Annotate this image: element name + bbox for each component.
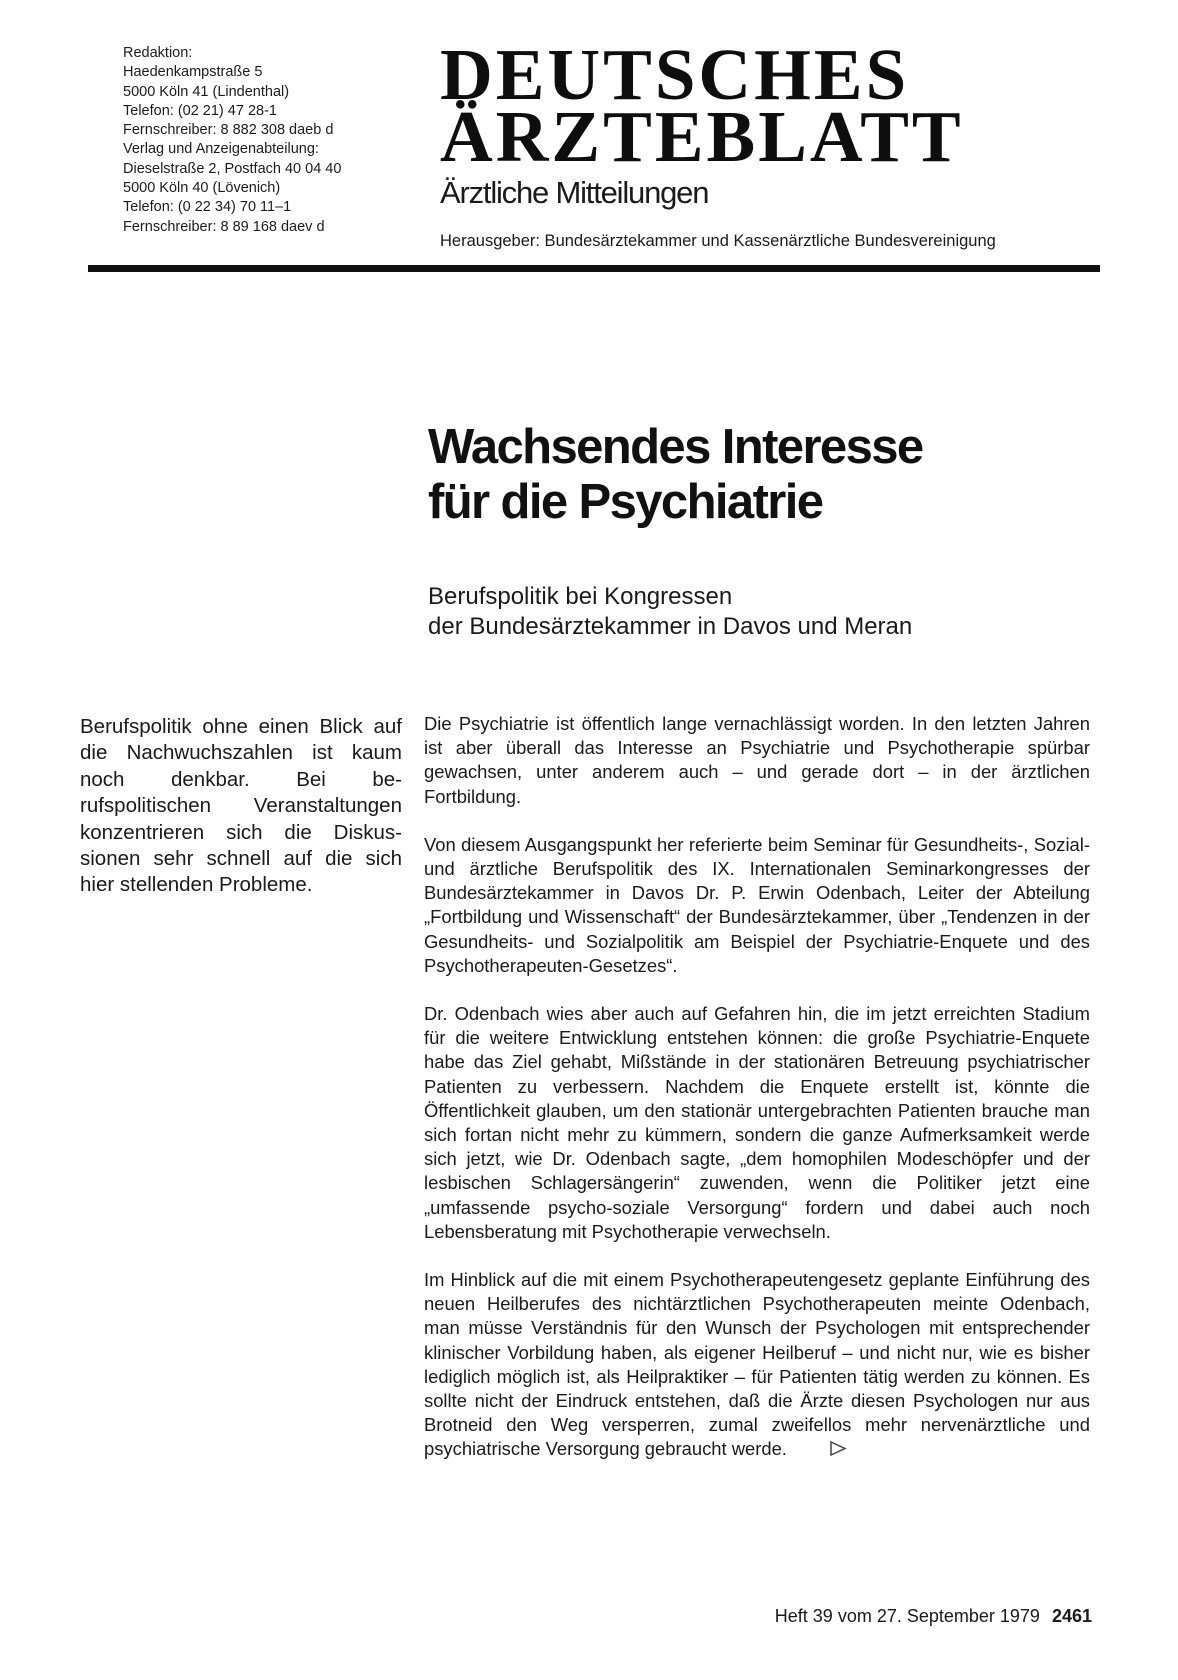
address-line: 5000 Köln 41 (Lindenthal) xyxy=(123,83,290,100)
journal-title xyxy=(440,34,1100,177)
headline-line1: Wachsendes Interesse xyxy=(428,420,923,474)
address-line: Dieselstraße 2, Postfach 40 04 40 xyxy=(123,160,342,177)
address-line: Verlag und Anzeigenabteilung: xyxy=(123,141,319,158)
subheadline-line2: der Bundesärztekammer in Davos und Meran xyxy=(428,613,913,640)
article-lead: Berufspolitik ohne einen Blick auf die Nachwuchszahlen ist kaum noch denkbar. Bei berufspolitischen Veranstaltungen konzentrieren sich die Diskussionen sehr schnell auf die sich hier stellenden Probleme. xyxy=(80,715,402,897)
article-headline xyxy=(428,420,1068,530)
masthead-divider xyxy=(88,265,1100,272)
address-line: Redaktion: xyxy=(123,45,193,61)
issue-info: Heft 39 vom 27. September 1979 xyxy=(774,1606,1040,1626)
editorial-address xyxy=(123,44,423,237)
address-line: Fernschreiber: 8 882 308 daeb d xyxy=(123,122,334,139)
headline-line2: für die Psychiatrie xyxy=(428,475,823,529)
body-paragraph: Von diesem Ausgangspunkt her referierte beim Seminar für Gesundheits-, Sozial- und ärztliche Berufspolitik des IX. Internationalen Seminarkongresses der Bundesärztekammer in Davos Dr. P. Erwin Odenbach, Leiter der Abteilung „Fortbildung und Wissenschaft“ der Bundesärztekammer, über „Tendenzen in der Gesundheits- und Sozialpolitik am Beispiel der Psychiatrie-Enquete und des Psychotherapeuten-Gesetzes“. xyxy=(424,833,1090,976)
address-line: Haedenkampstraße 5 xyxy=(123,64,263,81)
address-line: Telefon: (02 21) 47 28-1 xyxy=(123,102,277,119)
page-footer xyxy=(775,1606,1092,1627)
journal-title-line2: ÄRZTEBLATT xyxy=(440,96,964,177)
page-number: 2461 xyxy=(1051,1606,1092,1626)
address-line: Fernschreiber: 8 89 168 daev d xyxy=(123,218,325,235)
article-body xyxy=(424,712,1090,1464)
article-subheadline xyxy=(428,582,1088,642)
body-paragraph: Die Psychiatrie ist öffentlich lange vernachlässigt worden. In den letzten Jahren ist aber überall das Interesse an Psychiatrie und Psychotherapie spürbar gewachsen, unter anderem auch – und gerade dort – in der ärztlichen Fortbildung. xyxy=(424,713,1090,807)
journal-subtitle: Ärztliche Mitteilungen xyxy=(440,175,709,210)
body-paragraph-text: Im Hinblick auf die mit einem Psychotherapeutengesetz geplante Einführung des neuen Heilberufes des nichtärztlichen Psychotherapeuten meinte Odenbach, man müsse Verständnis für den Wunsch der Psychologen mit entsprechender klinischer Vorbildung haben, als eigener Heilberuf – und nicht nur, wie es bisher lediglich möglich ist, als Heilpraktiker – für Patienten tätig werden zu können. Es sollte nicht der Eindruck entstehen, daß die Ärzte diesen Psychologen nur aus Brotneid den Weg versperren, zumal zweifellos mehr nervenärztliche und psychiatrische Versorgung gebraucht werde. xyxy=(424,1269,1090,1460)
triangle-right-outline-icon xyxy=(829,1439,847,1463)
body-paragraph: Dr. Odenbach wies aber auch auf Gefahren hin, die im jetzt erreichten Stadium für die weitere Entwicklung entstehen können: die große Psychiatrie-Enquete habe das Ziel gehabt, Mißstände in der stationären Betreuung psychiatrischer Patienten zu verbessern. Nachdem die Enquete erstellt ist, könnte die Öffentlichkeit glauben, um den stationär untergebrachten Patienten brauche man sich fortan nicht mehr zu kümmern, sondern die ganze Aufmerksamkeit werde sich jetzt, wie Dr. Odenbach sagte, „dem homophilen Modeschöpfer und der lesbischen Schlagersängerin“ zuwenden, wenn die Politiker jetzt eine „umfassende psycho-soziale Versorgung“ fordern und dabei auch noch Lebensberatung mit Psychotherapie verwechseln. xyxy=(424,1003,1090,1242)
address-line: 5000 Köln 40 (Lövenich) xyxy=(123,180,281,197)
journal-title-line1: DEUTSCHES xyxy=(440,34,910,115)
publisher-line: Herausgeber: Bundesärztekammer und Kassenärztliche Bundesvereinigung xyxy=(440,232,996,250)
body-paragraph-last xyxy=(424,1268,1090,1464)
subheadline-line1: Berufspolitik bei Kongressen xyxy=(428,583,733,610)
address-line: Telefon: (0 22 34) 70 11–1 xyxy=(123,199,292,216)
